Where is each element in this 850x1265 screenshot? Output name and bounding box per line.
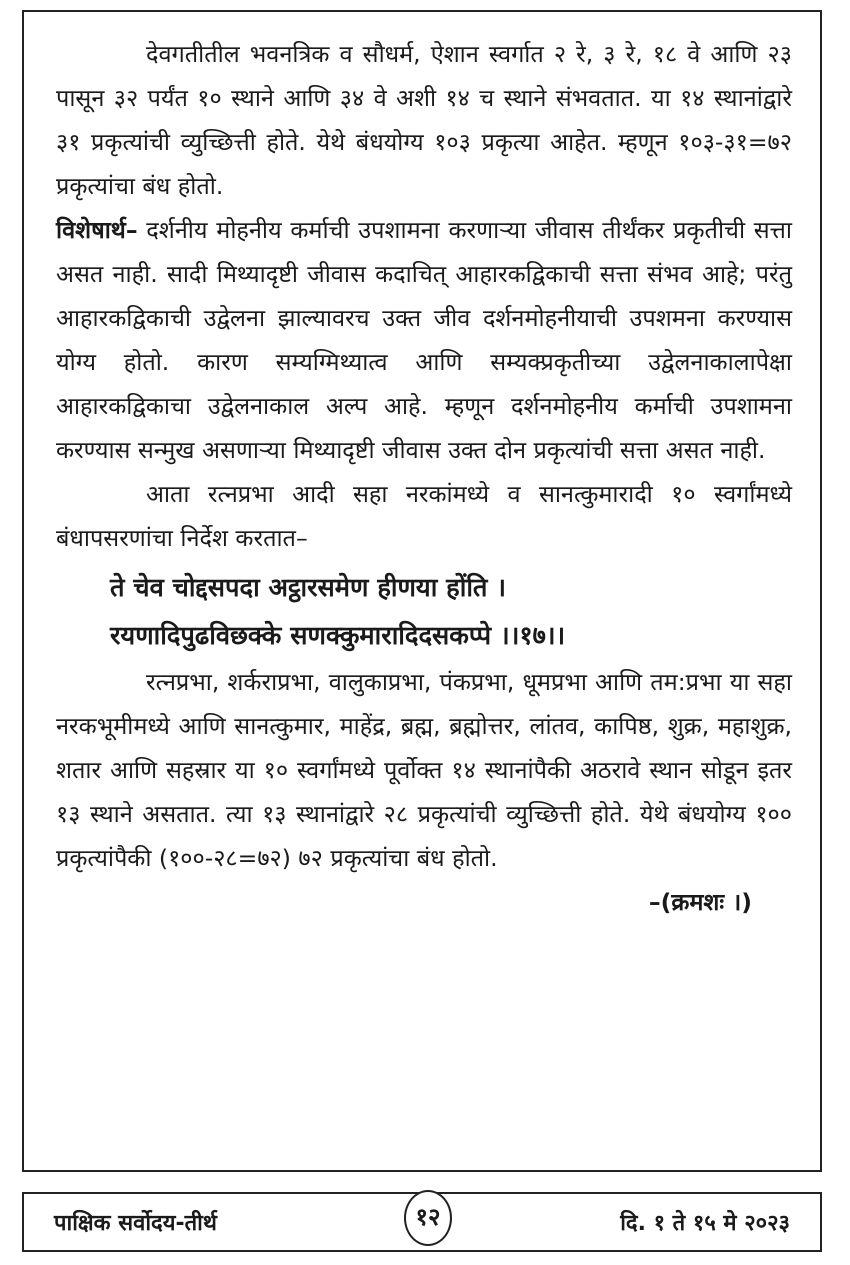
page-number: १२ (404, 1190, 452, 1246)
paragraph-vishesharth (56, 208, 792, 472)
article-frame (22, 10, 822, 1172)
paragraph-explanation: रत्नप्रभा, शर्कराप्रभा, वालुकाप्रभा, पंकप्रभा, धूमप्रभा आणि तम:प्रभा या सहा नरकभूमीमध्ये आणि सानत्कुमार, माहेंद्र, ब्रह्म, ब्रह्मोत्तर, लांतव, कापिष्ठ, शुक्र, महाशुक्र, शतार आणि सहस्रार या १० स्वर्गांमध्ये पूर्वोक्त १४ स्थानांपैकी अठरावे स्थान सोडून इतर १३ स्थाने असतात. त्या १३ स्थानांद्वारे २८ प्रकृत्यांची व्युच्छित्ती होते. येथे बंधयोग्य १०० प्रकृत्यांपैकी (१००-२८=७२) ७२ प्रकृत्यांचा बंध होतो. (56, 668, 792, 872)
continued-signoff: –(क्रमशः ।) (648, 888, 752, 916)
publication-name: पाक्षिक सर्वोदय-तीर्थ (54, 1211, 217, 1236)
article-content (56, 32, 792, 924)
issue-date: दि. १ ते १५ मे २०२३ (620, 1211, 790, 1236)
verse-line-2: रयणादिपुढविछक्के सणक्कुमारादिदसकप्पे ।।१७।। (110, 621, 566, 651)
verse-line-1: ते चेव चोद्दसपदा अट्ठारसमेण हीणया होंति । (110, 573, 507, 603)
paragraph-intro-verse: आता रत्नप्रभा आदी सहा नरकांमध्ये व सानत्कुमारादी १० स्वर्गांमध्ये बंधापसरणांचा निर्देश करतात– (56, 480, 792, 552)
page-footer (22, 1192, 822, 1252)
vishesharth-heading: विशेषार्थ– (56, 216, 138, 244)
paragraph-devgati: देवगतीतील भवनत्रिक व सौधर्म, ऐशान स्वर्गात २ रे, ३ रे, १८ वे आणि २३ पासून ३२ पर्यंत १० स्थाने आणि ३४ वे अशी १४ च स्थाने संभवतात. या १४ स्थानांद्वारे ३१ प्रकृत्यांची व्युच्छित्ती होते. येथे बंधयोग्य १०३ प्रकृत्या आहेत. म्हणून १०३-३१=७२ प्रकृत्यांचा बंध होतो. (56, 40, 792, 200)
vishesharth-text: दर्शनीय मोहनीय कर्माची उपशामना करणाऱ्या जीवास तीर्थंकर प्रकृतीची सत्ता असत नाही. सादी मिथ्यादृष्टी जीवास कदाचित् आहारकद्विकाची सत्ता संभव आहे; परंतु आहारकद्विकाची उद्वेलना झाल्यावरच उक्त जीव दर्शनमोहनीयाची उपशमना करण्यास योग्य होतो. कारण सम्यग्मिथ्यात्व आणि सम्यक्प्रकृतीच्या उद्वेलनाकालापेक्षा आहारकद्विकाचा उद्वेलनाकाल अल्प आहे. म्हणून दर्शनमोहनीय कर्माची उपशामना करण्यास सन्मुख असणाऱ्या मिथ्यादृष्टी जीवास उक्त दोन प्रकृत्यांची सत्ता असत नाही. (56, 216, 792, 464)
